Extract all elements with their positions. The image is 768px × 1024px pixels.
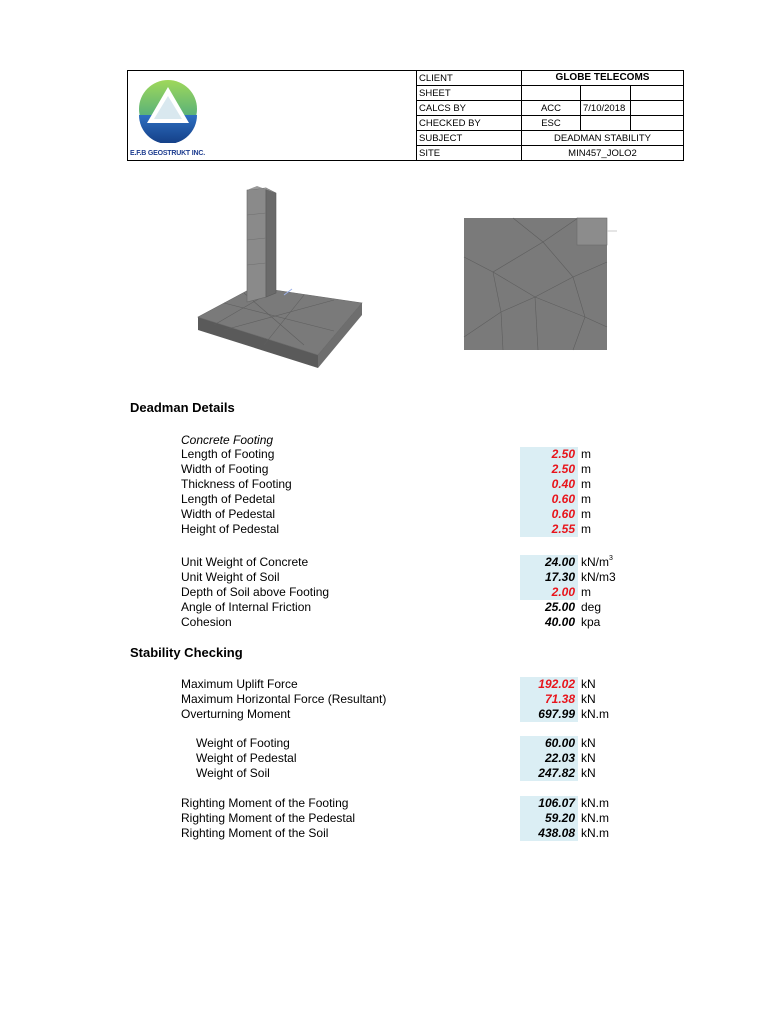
sheet-label: SHEET bbox=[419, 88, 451, 99]
client-label: CLIENT bbox=[419, 73, 453, 84]
param-value: 2.50 bbox=[520, 447, 578, 462]
unit-text: deg bbox=[581, 600, 602, 614]
param-value: 2.55 bbox=[520, 522, 578, 537]
param-value: 0.60 bbox=[520, 507, 578, 522]
param-unit bbox=[581, 677, 596, 692]
param-unit bbox=[581, 477, 591, 492]
divider bbox=[580, 101, 581, 115]
param-value: 60.00 bbox=[520, 736, 578, 751]
param-label: Angle of Internal Friction bbox=[181, 600, 312, 614]
param-value: 697.99 bbox=[520, 707, 578, 722]
param-label: Overturning Moment bbox=[181, 707, 291, 721]
param-unit bbox=[581, 522, 591, 537]
param-unit bbox=[581, 692, 596, 707]
param-label: Height of Pedestal bbox=[181, 522, 280, 536]
param-label: Righting Moment of the Soil bbox=[181, 826, 329, 840]
unit-text: kN.m bbox=[581, 796, 609, 810]
param-unit bbox=[581, 462, 591, 477]
param-label: Maximum Horizontal Force (Resultant) bbox=[181, 692, 387, 706]
unit-text: m bbox=[581, 522, 591, 536]
row-client bbox=[417, 71, 683, 86]
unit-text: m bbox=[581, 492, 591, 506]
param-label: Righting Moment of the Footing bbox=[181, 796, 349, 810]
subject-label: SUBJECT bbox=[419, 133, 463, 144]
deadman-plan-view bbox=[463, 217, 617, 351]
param-value: 0.40 bbox=[520, 477, 578, 492]
unit-text: kN bbox=[581, 736, 596, 750]
param-value: 247.82 bbox=[520, 766, 578, 781]
param-unit bbox=[581, 826, 609, 841]
param-unit bbox=[581, 555, 613, 570]
row-site bbox=[417, 146, 683, 160]
unit-superscript: 3 bbox=[609, 555, 613, 562]
param-value: 71.38 bbox=[520, 692, 578, 707]
param-value: 192.02 bbox=[520, 677, 578, 692]
deadman-3d-view bbox=[184, 185, 368, 377]
unit-text: m bbox=[581, 477, 591, 491]
param-label: Righting Moment of the Pedestal bbox=[181, 811, 356, 825]
param-unit bbox=[581, 447, 591, 462]
param-unit bbox=[581, 796, 609, 811]
param-label: Width of Pedestal bbox=[181, 507, 276, 521]
divider bbox=[630, 101, 631, 115]
param-value: 0.60 bbox=[520, 492, 578, 507]
divider bbox=[580, 116, 581, 130]
divider bbox=[580, 86, 581, 100]
param-label: Length of Pedetal bbox=[181, 492, 276, 506]
param-value: 59.20 bbox=[520, 811, 578, 826]
unit-text: kN bbox=[581, 677, 596, 691]
param-label: Weight of Soil bbox=[196, 766, 270, 780]
unit-text: kN bbox=[581, 692, 596, 706]
param-label: Width of Footing bbox=[181, 462, 269, 476]
param-unit bbox=[581, 811, 609, 826]
param-unit bbox=[581, 570, 616, 585]
param-value: 438.08 bbox=[520, 826, 578, 841]
unit-text: kN.m bbox=[581, 826, 609, 840]
company-logo-icon bbox=[136, 79, 200, 143]
calcs-by-value: ACC bbox=[540, 103, 562, 114]
calcs-date: 7/10/2018 bbox=[583, 103, 626, 114]
unit-text: kN/m bbox=[581, 555, 609, 569]
unit-text: kN bbox=[581, 751, 596, 765]
param-unit bbox=[581, 707, 609, 722]
param-label: Cohesion bbox=[181, 615, 232, 629]
param-unit bbox=[581, 585, 591, 600]
param-unit bbox=[581, 615, 600, 630]
divider bbox=[521, 86, 522, 100]
param-value: 40.00 bbox=[544, 615, 575, 629]
unit-text: m bbox=[581, 462, 591, 476]
unit-text: kN/m3 bbox=[581, 570, 616, 584]
divider bbox=[630, 116, 631, 130]
concrete-footing-subheading: Concrete Footing bbox=[181, 433, 274, 447]
param-value: 25.00 bbox=[544, 600, 575, 614]
param-label: Maximum Uplift Force bbox=[181, 677, 298, 691]
client-value: GLOBE TELECOMS bbox=[555, 72, 650, 83]
calcs-by-label: CALCS BY bbox=[419, 103, 466, 114]
subject-value: DEADMAN STABILITY bbox=[554, 133, 651, 144]
unit-text: kN bbox=[581, 766, 596, 780]
unit-text: kpa bbox=[581, 615, 601, 629]
unit-text: m bbox=[581, 447, 591, 461]
site-label: SITE bbox=[419, 148, 441, 159]
unit-text: kN.m bbox=[581, 811, 609, 825]
param-value: 2.00 bbox=[520, 585, 578, 600]
param-label: Depth of Soil above Footing bbox=[181, 585, 330, 599]
param-unit bbox=[581, 766, 596, 781]
checked-by-value: ESC bbox=[541, 118, 561, 129]
unit-text: kN.m bbox=[581, 707, 609, 721]
param-unit bbox=[581, 492, 591, 507]
param-value: 24.00 bbox=[520, 555, 578, 570]
unit-text: m bbox=[581, 507, 591, 521]
param-label: Weight of Footing bbox=[196, 736, 290, 750]
stability-checking-title: Stability Checking bbox=[130, 645, 243, 660]
unit-text: m bbox=[581, 585, 591, 599]
param-label: Thickness of Footing bbox=[181, 477, 292, 491]
row-checked-by bbox=[417, 116, 683, 131]
site-value: MIN457_JOLO2 bbox=[568, 148, 637, 159]
param-unit bbox=[581, 507, 591, 522]
param-value: 22.03 bbox=[520, 751, 578, 766]
title-block bbox=[127, 70, 684, 161]
row-subject bbox=[417, 131, 683, 146]
param-value: 106.07 bbox=[520, 796, 578, 811]
param-unit bbox=[581, 751, 596, 766]
checked-by-label: CHECKED BY bbox=[419, 118, 481, 129]
param-value: 2.50 bbox=[520, 462, 578, 477]
param-label: Unit Weight of Concrete bbox=[181, 555, 309, 569]
param-label: Length of Footing bbox=[181, 447, 275, 461]
company-name: E.F.B GEOSTRUKT INC. bbox=[130, 150, 205, 157]
param-label: Weight of Pedestal bbox=[196, 751, 297, 765]
deadman-details-title: Deadman Details bbox=[130, 400, 235, 415]
row-sheet bbox=[417, 86, 683, 101]
logo-cell bbox=[128, 71, 417, 160]
divider bbox=[630, 86, 631, 100]
param-label: Unit Weight of Soil bbox=[181, 570, 280, 584]
param-value: 17.30 bbox=[520, 570, 578, 585]
param-unit bbox=[581, 600, 601, 615]
param-unit bbox=[581, 736, 596, 751]
row-calcs-by bbox=[417, 101, 683, 116]
